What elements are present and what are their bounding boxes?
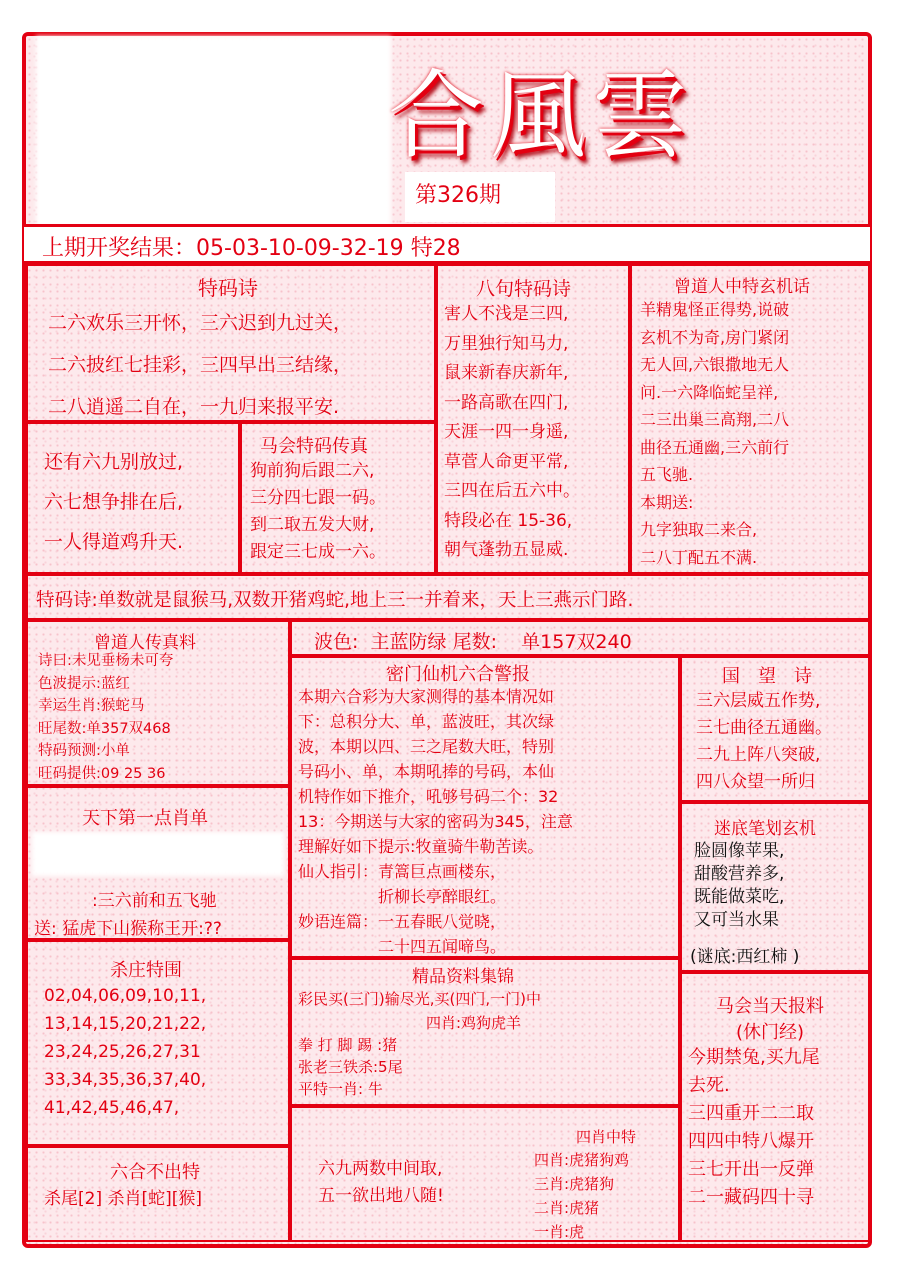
shazhuang-box bbox=[26, 940, 290, 1146]
tianxia-title: 天下第一点肖单 bbox=[82, 808, 208, 829]
eight-title: 八句特码诗 bbox=[476, 278, 572, 300]
tail-value: 单157双240 bbox=[521, 631, 632, 653]
extra-line: 还有六九别放过, bbox=[44, 451, 184, 473]
extra-line: 六七想争排在后, bbox=[44, 491, 184, 513]
mahui-title: 马会特码传真 bbox=[260, 436, 368, 457]
bottom-line: 六九两数中间取, bbox=[318, 1159, 443, 1179]
guowang-line: 四八众望一所归 bbox=[696, 772, 815, 792]
mahui-daily-line: 今期禁兔,买九尾 bbox=[688, 1047, 820, 1068]
bottom-line: 五一欲出地八随! bbox=[318, 1186, 444, 1206]
mahui-daily-line: 四四中特八爆开 bbox=[688, 1131, 814, 1152]
poem-line: 二六欢乐三开怀，三六迟到九过关， bbox=[48, 312, 353, 334]
logo-blur bbox=[36, 36, 391, 226]
jingpin-line: 拳 打 脚 踢 :猪 bbox=[298, 1036, 398, 1054]
zengdao-line: 问.一六降临蛇呈祥, bbox=[640, 382, 779, 402]
sixiao-line: 四肖:虎猪狗鸡 bbox=[534, 1151, 630, 1169]
poem-box bbox=[26, 264, 436, 422]
fax-line: 旺尾数:单357双468 bbox=[38, 720, 171, 737]
zengdao-line: 二八丁配五不满. bbox=[640, 547, 758, 567]
shazhuang-line: 23,24,25,26,27,31 bbox=[44, 1042, 201, 1062]
mahui-daily-line: 三四重开二二取 bbox=[688, 1103, 814, 1124]
zengdao-line: 五飞驰. bbox=[640, 465, 694, 484]
eight-line: 一路高歌在四门, bbox=[444, 392, 569, 413]
midi-box bbox=[680, 802, 870, 972]
tail-label: 尾数: bbox=[452, 631, 497, 653]
buchu-box bbox=[26, 1146, 290, 1242]
mimen-line: 妙语连篇：一五春眠八觉晓， bbox=[298, 912, 507, 931]
eight-line: 三四在后五六中。 bbox=[444, 481, 580, 501]
zengdao-title: 曾道人中特玄机话 bbox=[674, 277, 810, 297]
extra-box bbox=[26, 422, 240, 574]
mahui-daily-box bbox=[680, 972, 870, 1242]
eight-box bbox=[436, 264, 630, 574]
zengdao-line: 无人回,六银撒地无人 bbox=[640, 355, 790, 374]
extra-line: 一人得道鸡升天. bbox=[44, 531, 184, 553]
mimen-line: 波，本期以四、三之尾数大旺，特别 bbox=[298, 737, 555, 756]
eight-line: 害人不浅是三四, bbox=[444, 304, 569, 324]
zengdao-line: 二三出巢三高翔,二八 bbox=[640, 410, 790, 429]
mahui-line: 跟定三七成一六。 bbox=[250, 542, 386, 562]
eight-line: 万里独行知马力, bbox=[444, 333, 569, 354]
fax-line: 旺码提供:09 25 36 bbox=[38, 765, 166, 782]
guowang-line: 三七曲径五通幽。 bbox=[696, 718, 832, 738]
midi-line: 又可当水果 bbox=[694, 910, 779, 930]
mimen-line: 本期六合彩为大家测得的基本情况如 bbox=[298, 687, 555, 706]
masthead-title: 合風雲 bbox=[388, 60, 694, 172]
mimen-box bbox=[290, 656, 680, 958]
tianxia-line: 送: 猛虎下山猴称王开:?? bbox=[34, 919, 222, 939]
bose-label: 波色: bbox=[314, 631, 359, 653]
eight-line: 特段必在 15-36, bbox=[444, 510, 573, 531]
mahui-daily-line: 三七开出一反弹 bbox=[688, 1159, 814, 1180]
tianxia-blur bbox=[32, 832, 284, 876]
mimen-line: 仙人指引：青篙巨点画楼东， bbox=[298, 862, 507, 881]
jingpin-line: 张老三铁杀:5尾 bbox=[298, 1058, 403, 1076]
zengdao-line: 曲径五通幽,三六前行 bbox=[640, 437, 790, 457]
poem-line: 二八逍遥二自在，一九归来报平安. bbox=[48, 396, 340, 418]
mahui-daily-line: 二一藏码四十寻 bbox=[688, 1187, 814, 1208]
shazhuang-line: 13,14,15,20,21,22, bbox=[44, 1014, 207, 1034]
buchu-line: 杀尾[2] 杀肖[蛇][猴] bbox=[44, 1189, 203, 1209]
bose-box bbox=[290, 620, 870, 656]
shazhuang-line: 41,42,45,46,47, bbox=[44, 1098, 180, 1118]
sixiao-line: 一肖:虎 bbox=[534, 1223, 585, 1241]
issue-number: 第326期 bbox=[405, 172, 555, 222]
mimen-line: 二十四五闻啼鸟。 bbox=[298, 937, 507, 956]
fax-line: 色波提示:蓝红 bbox=[38, 675, 130, 692]
zengdao-box bbox=[630, 264, 870, 574]
mimen-title: 密门仙机六合警报 bbox=[386, 664, 530, 685]
eight-line: 草菅人命更平常, bbox=[444, 451, 569, 472]
midi-title: 迷底笔划玄机 bbox=[714, 819, 816, 839]
fax-box bbox=[26, 620, 290, 786]
eight-line: 朝气蓬勃五显威. bbox=[444, 540, 569, 560]
shazhuang-title: 杀庄特围 bbox=[110, 960, 182, 981]
sixiao-line: 三肖:虎猪狗 bbox=[534, 1175, 615, 1193]
mimen-line: 下：总积分大、单，蓝波旺，其次绿 bbox=[298, 712, 555, 731]
guowang-line: 二九上阵八突破, bbox=[696, 745, 821, 765]
mahui-line: 三分四七跟一码。 bbox=[250, 488, 386, 508]
results-special: 特28 bbox=[410, 236, 461, 261]
jingpin-box bbox=[290, 958, 680, 1106]
guowang-line: 三六层威五作势, bbox=[696, 691, 821, 711]
jingpin-title: 精品资料集锦 bbox=[412, 967, 514, 987]
wide-poem-box bbox=[26, 574, 870, 620]
fax-line: 幸运生肖:猴蛇马 bbox=[38, 698, 145, 714]
mahui-line: 到二取五发大财, bbox=[250, 515, 375, 535]
fax-title: 曾道人传真料 bbox=[94, 633, 196, 653]
zengdao-line: 本期送: bbox=[640, 492, 694, 512]
mahui-daily-subtitle: (休门经) bbox=[736, 1022, 805, 1043]
guowang-title: 国 望 诗 bbox=[722, 666, 812, 687]
zengdao-line: 九字独取二来合, bbox=[640, 520, 758, 539]
poem-title: 特码诗 bbox=[198, 276, 258, 300]
fax-line: 诗曰:未见垂杨未可夸 bbox=[38, 653, 174, 669]
mahui-box bbox=[240, 422, 436, 574]
mimen-line: 折柳长亭醉眼红。 bbox=[298, 887, 507, 906]
midi-line: 脸圆像苹果, bbox=[694, 841, 785, 861]
zengdao-line: 玄机不为奇,房门紧闭 bbox=[640, 327, 790, 347]
mimen-line: 理解好如下提示:牧童骑牛勒苦读。 bbox=[298, 837, 544, 856]
sixiao-line: 二肖:虎猪 bbox=[534, 1199, 600, 1217]
bose-value: 主蓝防绿 bbox=[370, 631, 447, 653]
eight-line: 天涯一四一身遥, bbox=[444, 422, 569, 442]
poem-line: 二六披红七挂彩，三四早出三结缘， bbox=[48, 354, 353, 376]
eight-line: 鼠来新春庆新年, bbox=[444, 363, 569, 383]
fax-line: 特码预测:小单 bbox=[38, 743, 130, 759]
tianxia-box bbox=[26, 786, 290, 940]
mimen-line: 13：今期送与大家的密码为345，注意 bbox=[298, 812, 573, 831]
sixiao-title: 四肖中特 bbox=[576, 1128, 637, 1146]
bottom-box bbox=[290, 1106, 680, 1242]
shazhuang-line: 02,04,06,09,10,11, bbox=[44, 986, 207, 1006]
jingpin-line: 彩民买(三门)输尽光,买(四门,一门)中 bbox=[298, 990, 541, 1008]
jingpin-line: 平特一肖: 牛 bbox=[298, 1080, 383, 1098]
mahui-line: 狗前狗后跟二六, bbox=[250, 461, 375, 481]
results-label: 上期开奖结果： bbox=[42, 236, 197, 261]
jingpin-line: 四肖:鸡狗虎羊 bbox=[426, 1014, 522, 1032]
mahui-daily-line: 去死. bbox=[688, 1075, 730, 1096]
zengdao-line: 羊精鬼怪正得势,说破 bbox=[640, 300, 790, 319]
midi-line: 既能做菜吃, bbox=[694, 887, 785, 907]
midi-answer: (谜底:西红柿 ) bbox=[690, 947, 800, 967]
tianxia-line: :三六前和五飞驰 bbox=[92, 891, 217, 911]
mahui-daily-title: 马会当天报料 bbox=[716, 996, 824, 1017]
midi-line: 甜酸营养多, bbox=[694, 864, 785, 884]
guowang-box bbox=[680, 656, 870, 802]
buchu-title: 六合不出特 bbox=[110, 1162, 200, 1183]
shazhuang-line: 33,34,35,36,37,40, bbox=[44, 1070, 207, 1090]
mimen-line: 号码小、单，本期吼捧的号码，本仙 bbox=[298, 762, 555, 781]
results-bar bbox=[24, 224, 870, 264]
results-numbers: 05-03-10-09-32-19 bbox=[196, 236, 404, 261]
wide-poem: 特码诗:单数就是鼠猴马,双数开猪鸡蛇,地上三一并着来，天上三燕示门路. bbox=[36, 590, 634, 611]
mimen-line: 机特作如下推介，吼够号码二个：32 bbox=[298, 787, 559, 806]
